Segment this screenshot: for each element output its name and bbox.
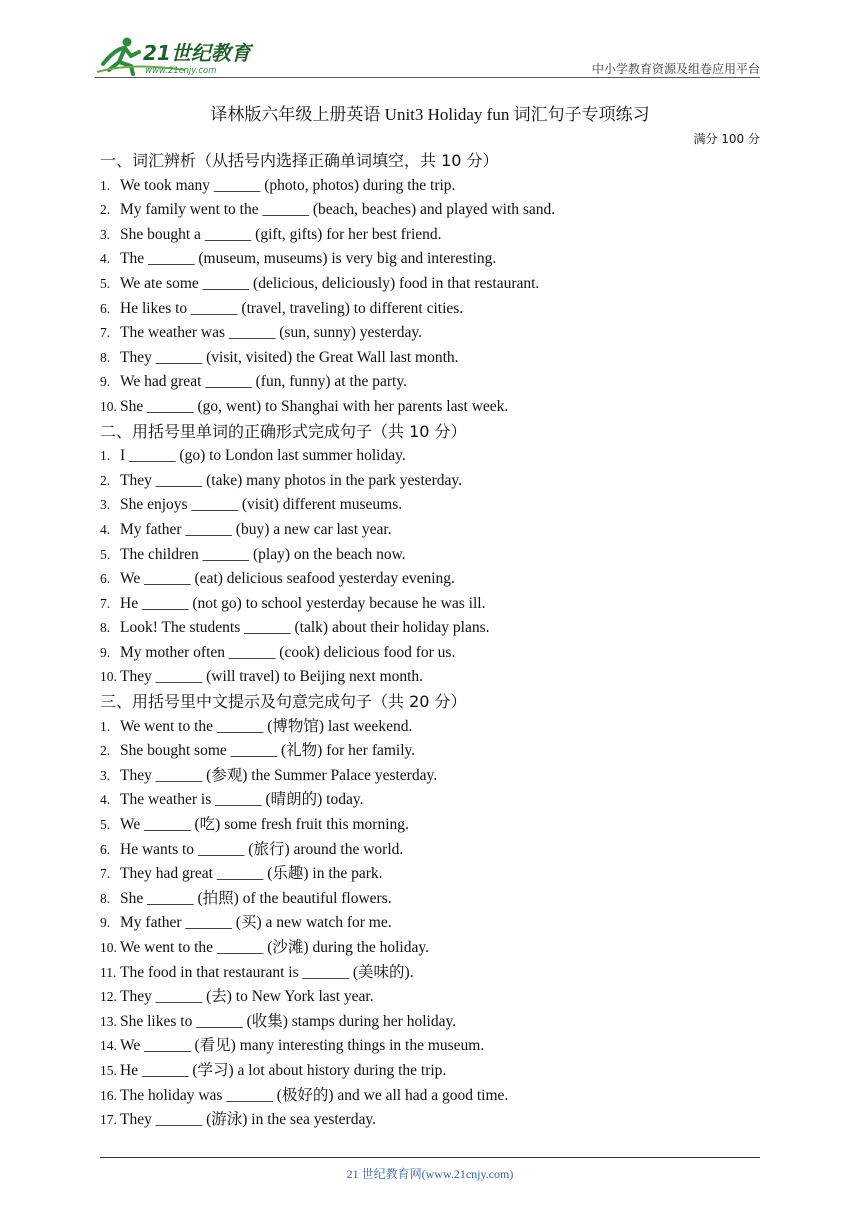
question-text: They ______ (will travel) to Beijing next month.: [120, 668, 424, 686]
question-item: [100, 543, 760, 568]
question-item: [100, 223, 760, 248]
question-number: 9.: [100, 374, 111, 390]
question-item: [100, 321, 760, 346]
question-text: We ______ (看见) many interesting things in the museum.: [120, 1037, 485, 1055]
question-item: [100, 395, 760, 420]
question-number: 7.: [100, 325, 111, 341]
page-header: [95, 30, 760, 78]
question-number: 8.: [100, 349, 111, 365]
question-text: They ______ (游泳) in the sea yesterday.: [120, 1111, 376, 1129]
section-heading: 一、词汇辨析（从括号内选择正确单词填空，共 10 分）: [100, 151, 499, 170]
question-item: [100, 936, 760, 961]
question-text: We took many ______ (photo, photos) during the trip.: [120, 176, 456, 194]
question-number: 2.: [100, 472, 111, 488]
question-text: Look! The students ______ (talk) about their holiday plans.: [120, 619, 490, 637]
section-heading: 二、用括号里单词的正确形式完成句子（共 10 分）: [100, 421, 467, 441]
question-number: 3.: [100, 226, 111, 242]
question-text: They had great ______ (乐趣) in the park.: [120, 865, 383, 883]
question-text: She enjoys ______ (visit) different museums.: [120, 496, 403, 514]
question-text: She ______ (拍照) of the beautiful flowers.: [120, 889, 392, 907]
question-text: He ______ (学习) a lot about history during the trip.: [120, 1061, 447, 1079]
question-number: 16.: [100, 1087, 117, 1103]
question-item: [100, 370, 760, 395]
question-text: I ______ (go) to London last summer holiday.: [120, 447, 406, 465]
exercise-content: [100, 149, 760, 1133]
question-item: [100, 838, 760, 863]
question-item: [100, 247, 760, 272]
svg-text:21世纪教育: 21世纪教育: [143, 41, 251, 65]
question-text: We had great ______ (fun, funny) at the party.: [120, 373, 407, 391]
question-number: 9.: [100, 915, 111, 931]
question-item: [100, 346, 760, 371]
question-number: 8.: [100, 890, 111, 906]
svg-text:www.21cnjy.com: www.21cnjy.com: [145, 66, 217, 76]
question-number: 7.: [100, 595, 111, 611]
question-item: [100, 961, 760, 986]
question-text: He likes to ______ (travel, traveling) to different cities.: [120, 299, 464, 317]
question-item: [100, 444, 760, 469]
question-number: 5.: [100, 546, 111, 562]
question-number: 4.: [100, 521, 111, 537]
question-number: 10.: [100, 398, 117, 414]
question-item: [100, 813, 760, 838]
question-item: [100, 272, 760, 297]
question-text: She likes to ______ (收集) stamps during her holiday.: [120, 1012, 457, 1030]
question-item: [100, 862, 760, 887]
question-item: [100, 985, 760, 1010]
question-number: 1.: [100, 177, 111, 193]
question-item: [100, 198, 760, 223]
question-number: 3.: [100, 767, 111, 783]
question-number: 6.: [100, 571, 111, 587]
question-item: [100, 616, 760, 641]
header-divider: [95, 77, 760, 78]
question-item: [100, 887, 760, 912]
question-item: [100, 911, 760, 936]
section-heading: 三、用括号里中文提示及句意完成句子（共 20 分）: [100, 692, 467, 712]
question-text: The children ______ (play) on the beach now.: [120, 545, 406, 563]
question-item: [100, 1108, 760, 1133]
question-number: 12.: [100, 989, 117, 1005]
question-item: [100, 174, 760, 199]
footer-text: 21 世纪教育网(www.21cnjy.com): [346, 1167, 514, 1181]
question-number: 4.: [100, 792, 111, 808]
question-text: My family went to the ______ (beach, beaches) and played with sand.: [120, 201, 556, 219]
question-text: They ______ (去) to New York last year.: [120, 988, 374, 1006]
question-item: [100, 641, 760, 666]
question-item: [100, 739, 760, 764]
question-item: [100, 493, 760, 518]
page-title: 译林版六年级上册英语 Unit3 Holiday fun 词汇句子专项练习: [210, 105, 650, 124]
question-text: She ______ (go, went) to Shanghai with her parents last week.: [120, 397, 509, 415]
question-text: He wants to ______ (旅行) around the world.: [120, 840, 404, 858]
question-item: [100, 764, 760, 789]
platform-label: 中小学教育资源及组卷应用平台: [591, 62, 760, 76]
question-item: [100, 297, 760, 322]
question-number: 5.: [100, 817, 111, 833]
question-number: 4.: [100, 251, 111, 267]
question-text: The food in that restaurant is ______ (美味的).: [120, 963, 414, 981]
question-text: The ______ (museum, museums) is very big and interesting.: [120, 250, 497, 268]
question-number: 15.: [100, 1062, 117, 1078]
question-number: 10.: [100, 669, 117, 685]
question-text: They ______ (visit, visited) the Great Wall last month.: [120, 348, 459, 366]
question-number: 1.: [100, 718, 111, 734]
question-item: [100, 1084, 760, 1109]
question-number: 5.: [100, 275, 111, 291]
question-number: 1.: [100, 448, 111, 464]
question-item: [100, 1059, 760, 1084]
question-number: 10.: [100, 940, 117, 955]
question-number: 11.: [100, 964, 117, 980]
question-text: They ______ (take) many photos in the park yesterday.: [120, 471, 463, 489]
question-text: We ______ (吃) some fresh fruit this morning.: [120, 816, 409, 834]
question-text: The weather is ______ (晴朗的) today.: [120, 791, 364, 809]
footer-divider: [100, 1157, 760, 1158]
question-number: 2.: [100, 202, 111, 218]
question-number: 7.: [100, 866, 111, 882]
question-text: We ______ (eat) delicious seafood yesterday evening.: [120, 570, 455, 588]
question-number: 2.: [100, 743, 111, 759]
question-text: My mother often ______ (cook) delicious food for us.: [120, 643, 456, 661]
question-text: She bought some ______ (礼物) for her family.: [120, 742, 416, 760]
question-text: We ate some ______ (delicious, deliciously) food in that restaurant.: [120, 274, 540, 292]
question-text: My father ______ (买) a new watch for me.: [120, 914, 392, 932]
question-number: 13.: [100, 1013, 117, 1029]
total-score: 满分 100 分: [693, 132, 760, 146]
question-text: She bought a ______ (gift, gifts) for her best friend.: [120, 225, 442, 243]
question-text: The weather was ______ (sun, sunny) yesterday.: [120, 324, 423, 342]
question-item: [100, 567, 760, 592]
question-item: [100, 715, 760, 740]
question-text: We went to the ______ (沙滩) during the holiday.: [120, 939, 429, 956]
question-number: 9.: [100, 644, 111, 660]
question-item: [100, 1034, 760, 1059]
question-text: They ______ (参观) the Summer Palace yesterday.: [120, 766, 438, 784]
question-text: The holiday was ______ (极好的) and we all had a good time.: [120, 1086, 509, 1104]
question-number: 3.: [100, 497, 111, 513]
logo-icon: [95, 34, 265, 76]
question-text: My father ______ (buy) a new car last year.: [120, 520, 392, 538]
question-item: [100, 518, 760, 543]
question-item: [100, 592, 760, 617]
question-number: 14.: [100, 1038, 117, 1054]
question-number: 17.: [100, 1112, 117, 1128]
question-item: [100, 788, 760, 813]
question-item: [100, 469, 760, 494]
question-item: [100, 1010, 760, 1035]
question-item: [100, 665, 760, 690]
question-number: 6.: [100, 300, 111, 316]
question-number: 6.: [100, 841, 111, 857]
question-text: He ______ (not go) to school yesterday because he was ill.: [120, 594, 486, 612]
question-number: 8.: [100, 620, 111, 636]
question-text: We went to the ______ (博物馆) last weekend.: [120, 717, 413, 735]
